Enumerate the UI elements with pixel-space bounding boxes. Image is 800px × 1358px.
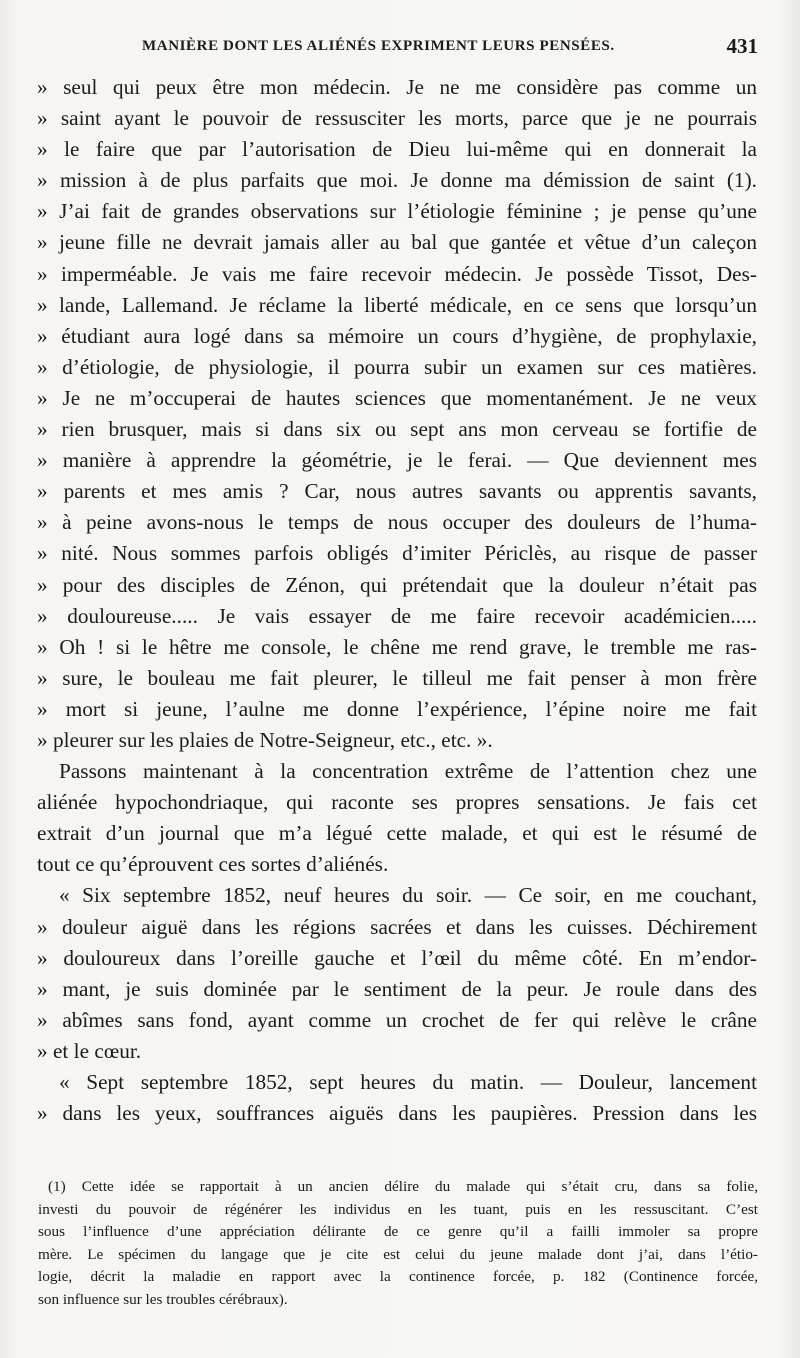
text-line: » sure, le bouleau me fait pleurer, le tilleul me fait penser à mon frère: [37, 665, 757, 690]
text-line: » imperméable. Je vais me faire recevoir médecin. Je possède Tissot, Des-: [37, 261, 757, 286]
text-line: » Oh ! si le hêtre me console, le chêne me rend grave, le tremble me ras-: [37, 634, 757, 659]
text-line: » jeune fille ne devrait jamais aller au bal que gantée et vêtue d’un caleçon: [37, 230, 757, 255]
page-header: [62, 34, 758, 62]
text-line: » douleur aiguë dans les régions sacrées et dans les cuisses. Déchirement: [37, 914, 757, 939]
text-line: » manière à apprendre la géométrie, je le ferai. — Que deviennent mes: [37, 448, 757, 473]
page-number: 431: [726, 34, 758, 58]
footnote-line: sous l’influence d’une appréciation délirante de ce genre qu’il a failli immoler sa propre: [38, 1223, 758, 1241]
text-line: » saint ayant le pouvoir de ressusciter les morts, parce que je ne pourrais: [37, 106, 757, 131]
footnote-line: son influence sur les troubles cérébraux).: [38, 1290, 288, 1308]
running-head: MANIÈRE DONT LES ALIÉNÉS EXPRIMENT LEURS PENSÉES.: [142, 38, 615, 54]
footnote-line: logie, décrit la maladie en rapport avec la continence forcée, p. 182 (Continence forcée,: [38, 1268, 758, 1286]
text-line: aliénée hypochondriaque, qui raconte ses propres sensations. Je fais cet: [37, 790, 757, 815]
text-line: » pour des disciples de Zénon, qui prétendait que la douleur n’était pas: [37, 572, 757, 597]
paragraph-start-line: Passons maintenant à la concentration extrême de l’attention chez une: [59, 759, 757, 784]
text-line: » à peine avons-nous le temps de nous occuper des douleurs de l’huma-: [37, 510, 757, 535]
text-line: » lande, Lallemand. Je réclame la liberté médicale, en ce sens que lorsqu’un: [37, 292, 757, 317]
journal-entry-line: « Six septembre 1852, neuf heures du soir. — Ce soir, en me couchant,: [59, 883, 757, 908]
text-line: » d’étiologie, de physiologie, il pourra subir un examen sur ces matières.: [37, 354, 757, 379]
text-line: » étudiant aura logé dans sa mémoire un cours d’hygiène, de prophylaxie,: [37, 323, 757, 348]
text-line: » seul qui peux être mon médecin. Je ne me considère pas comme un: [37, 75, 757, 99]
text-line: extrait d’un journal que m’a légué cette malade, et qui est le résumé de: [37, 821, 757, 846]
text-line: » Je ne m’occuperai de hautes sciences que momentanément. Je ne veux: [37, 385, 757, 410]
text-line: » rien brusquer, mais si dans six ou sept ans mon cerveau se fortifie de: [37, 417, 757, 442]
footnotes: [38, 1176, 758, 1312]
text-line: » douloureuse..... Je vais essayer de me faire recevoir académicien.....: [37, 603, 757, 628]
text-line: » mant, je suis dominée par le sentiment de la peur. Je roule dans des: [37, 976, 757, 1001]
footnote-line: (1) Cette idée se rapportait à un ancien délire du malade qui s’était cru, dans sa folie,: [48, 1178, 758, 1195]
text-line: » abîmes sans fond, ayant comme un crochet de fer qui relève le crâne: [37, 1007, 757, 1032]
text-line: » dans les yeux, souffrances aiguës dans les paupières. Pression dans les: [37, 1101, 757, 1126]
journal-entry-line: « Sept septembre 1852, sept heures du matin. — Douleur, lancement: [59, 1070, 757, 1094]
text-line: » le faire que par l’autorisation de Dieu lui-même qui en donnerait la: [37, 137, 757, 162]
text-line: » mission à de plus parfaits que moi. Je donne ma démission de saint (1).: [37, 168, 757, 193]
text-line: » nité. Nous sommes parfois obligés d’imiter Périclès, au risque de passer: [37, 541, 757, 566]
footnote-line: mère. Le spécimen du langage que je cite est celui du jeune malade dont j’ai, dans l’étio-: [38, 1245, 758, 1263]
text-line: » J’ai fait de grandes observations sur l’étiologie féminine ; je pense qu’une: [37, 199, 757, 224]
text-line: tout ce qu’éprouvent ces sortes d’aliénés.: [37, 852, 389, 877]
text-line: » parents et mes amis ? Car, nous autres savants ou apprentis savants,: [37, 479, 757, 504]
text-line: » douloureux dans l’oreille gauche et l’œil du même côté. En m’endor-: [37, 945, 757, 970]
text-line: » pleurer sur les plaies de Notre-Seigneur, etc., etc. ».: [37, 727, 493, 752]
text-line: » mort si jeune, l’aulne me donne l’expérience, l’épine noire me fait: [37, 696, 757, 721]
footnote-line: investi du pouvoir de régénérer les individus en les tuant, puis en les ressuscitant. C’est: [38, 1200, 758, 1218]
body-text: [37, 72, 757, 1129]
text-line: » et le cœur.: [37, 1038, 142, 1063]
